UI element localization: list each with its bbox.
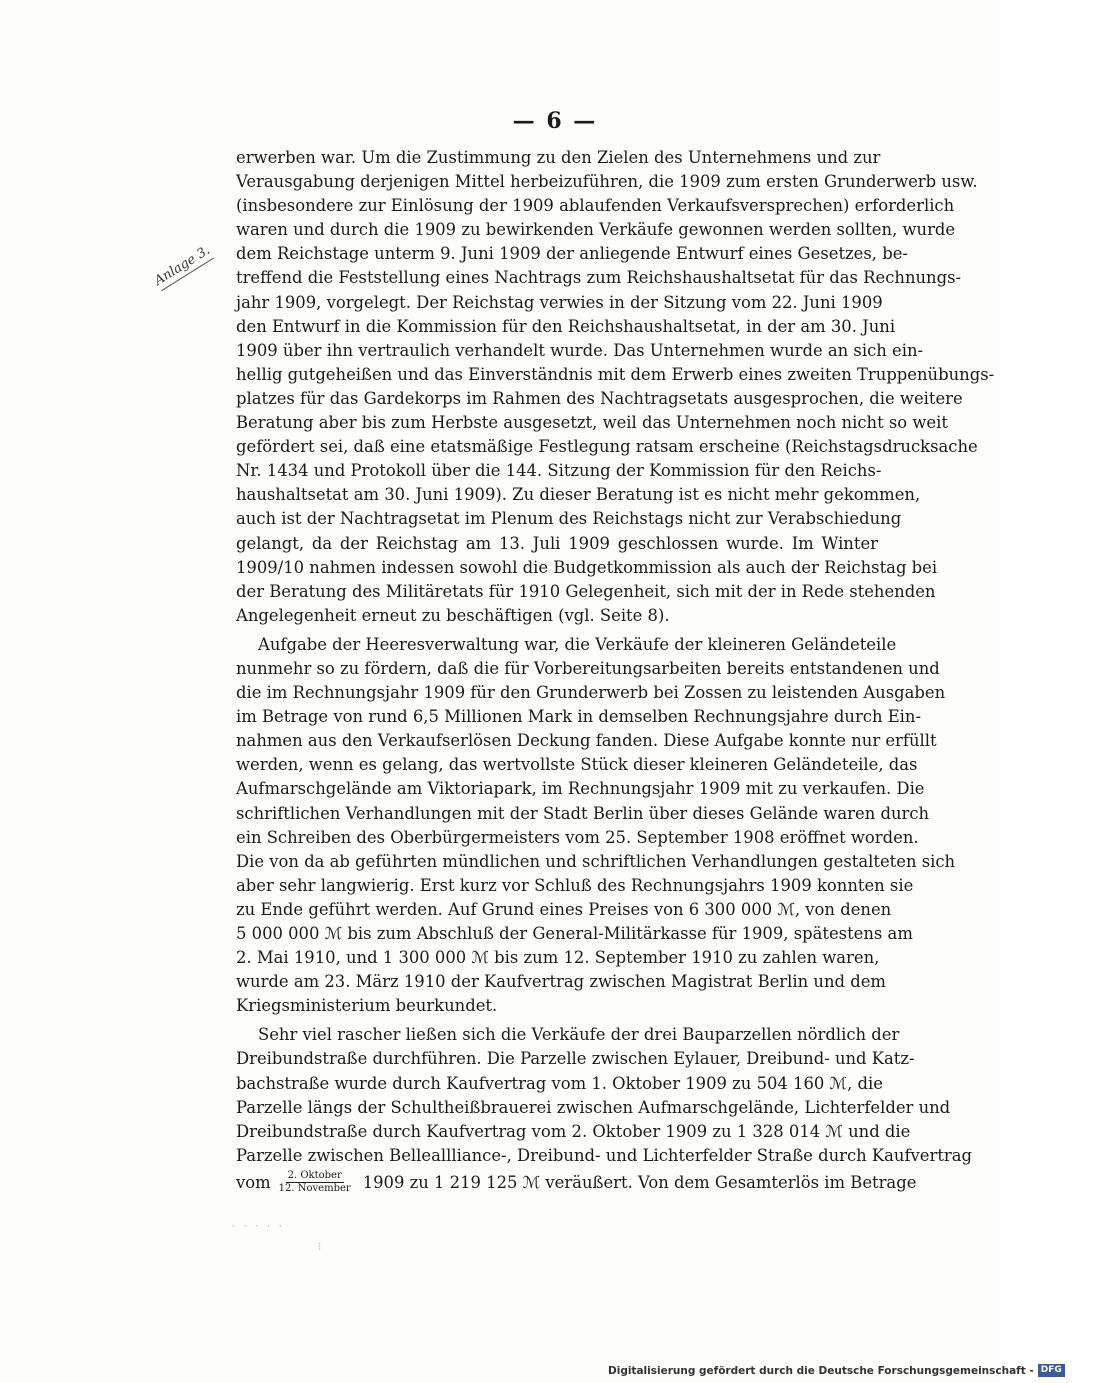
text-line: nunmehr so zu fördern, daß die für Vorbereitungsarbeiten bereits entstandenen und: [236, 658, 940, 678]
text-line: bachstraße wurde durch Kaufvertrag vom 1. Oktober 1909 zu 504 160 ℳ, die: [236, 1073, 883, 1093]
text-line: werden, wenn es gelang, das wertvollste Stück dieser kleineren Geländeteile, das: [236, 755, 918, 775]
dfg-logo: DFG: [1038, 1364, 1065, 1377]
stray-ink-marks: · · · · ·: [232, 1222, 285, 1232]
text-line: treffend die Feststellung eines Nachtrags zum Reichshaushaltsetat für das Rechnungs-: [236, 268, 962, 288]
text-line: Dreibundstraße durch Kaufvertrag vom 2. Oktober 1909 zu 1 328 014 ℳ und die: [236, 1121, 911, 1141]
paragraph: [236, 633, 956, 1019]
final-line: [236, 1168, 917, 1198]
paragraph: [236, 146, 995, 628]
text-line: zu Ende geführt werden. Auf Grund eines Preises von 6 300 000 ℳ, von denen: [236, 899, 892, 919]
paragraph: [236, 1023, 973, 1168]
text-line: Sehr viel rascher ließen sich die Verkäufe der drei Bauparzellen nördlich der: [258, 1025, 900, 1045]
text-line: Aufgabe der Heeresverwaltung war, die Verkäufe der kleineren Geländeteile: [258, 634, 897, 654]
text-line: den Entwurf in die Kommission für den Reichshaushaltsetat, in der am 30. Juni: [236, 316, 896, 336]
text-line: platzes für das Gardekorps im Rahmen des Nachtragsetats ausgesprochen, die weitere: [236, 388, 963, 408]
text-line: ein Schreiben des Oberbürgermeisters vom 25. September 1908 eröffnet worden.: [236, 827, 919, 847]
text-line: aber sehr langwierig. Erst kurz vor Schluß des Rechnungsjahrs 1909 konnten sie: [236, 875, 914, 895]
text-line: Die von da ab geführten mündlichen und schriftlichen Verhandlungen gestalteten sich: [236, 851, 956, 871]
fraction-denominator: 12. November: [278, 1183, 351, 1195]
text-line: dem Reichstage unterm 9. Juni 1909 der anliegende Entwurf eines Gesetzes, be-: [236, 244, 908, 264]
text-line: Angelegenheit erneut zu beschäftigen (vgl. Seite 8).: [236, 605, 670, 625]
final-line-suffix: 1909 zu 1 219 125 ℳ veräußert. Von dem Gesamterlös im Betrage: [362, 1172, 917, 1192]
text-line: haushaltsetat am 30. Juni 1909). Zu dieser Beratung ist es nicht mehr gekommen,: [236, 485, 921, 505]
date-fraction: [277, 1170, 353, 1195]
text-line: im Betrage von rund 6,5 Millionen Mark in demselben Rechnungsjahre durch Ein-: [236, 707, 922, 727]
text-line: waren und durch die 1909 zu bewirkenden Verkäufe gewonnen werden sollten, wurde: [236, 220, 956, 240]
text-line: Parzelle längs der Schultheißbrauerei zwischen Aufmarschgelände, Lichterfelder und: [236, 1097, 951, 1117]
text-line: Kriegsministerium beurkundet.: [236, 996, 498, 1016]
text-line: auch ist der Nachtragsetat im Plenum des Reichstags nicht zur Verabschiedung: [236, 509, 902, 529]
text-line: Beratung aber bis zum Herbste ausgesetzt, weil das Unternehmen noch nicht so weit: [236, 413, 948, 433]
body-text: [236, 146, 995, 1198]
text-line: gelangt, da der Reichstag am 13. Juli 1909 geschlossen wurde. Im Winter: [236, 533, 878, 553]
text-line: erwerben war. Um die Zustimmung zu den Zielen des Unternehmens und zur: [236, 148, 881, 167]
paragraph-container: [236, 146, 995, 1168]
text-line: 1909 über ihn vertraulich verhandelt wurde. Das Unternehmen wurde an sich ein-: [236, 340, 924, 360]
margin-note-anlage: Anlage 3.: [152, 243, 214, 291]
text-line: schriftlichen Verhandlungen mit der Stadt Berlin über dieses Gelände waren durch: [236, 803, 930, 823]
text-line: 5 000 000 ℳ bis zum Abschluß der General-Militärkasse für 1909, spätestens am: [236, 924, 913, 943]
text-line: Parzelle zwischen Belleallliance-, Dreibund- und Lichterfelder Straße durch Kaufvertrag: [236, 1145, 973, 1165]
text-line: Aufmarschgelände am Viktoriapark, im Rechnungsjahr 1909 mit zu verkaufen. Die: [236, 779, 925, 799]
text-line: 1909/10 nahmen indessen sowohl die Budgetkommission als auch der Reichstag bei: [236, 557, 938, 577]
text-line: Dreibundstraße durchführen. Die Parzelle zwischen Eylauer, Dreibund- und Katz-: [236, 1049, 915, 1069]
text-line: jahr 1909, vorgelegt. Der Reichstag verwies in der Sitzung vom 22. Juni 1909: [236, 292, 883, 312]
text-line: Nr. 1434 und Protokoll über die 144. Sitzung der Kommission für den Reichs-: [236, 461, 882, 481]
stray-ink-dot: ⁝: [318, 1242, 322, 1253]
text-line: die im Rechnungsjahr 1909 für den Grunderwerb bei Zossen zu leistenden Ausgaben: [236, 683, 946, 703]
digitization-footer: [608, 1364, 1065, 1377]
text-line: wurde am 23. März 1910 der Kaufvertrag zwischen Magistrat Berlin und dem: [236, 972, 886, 992]
fraction-numerator: 2. Oktober: [287, 1170, 342, 1182]
page-number: — 6 —: [512, 108, 598, 134]
text-line: nahmen aus den Verkaufserlösen Deckung fanden. Diese Aufgabe konnte nur erfüllt: [236, 731, 937, 751]
text-line: hellig gutgeheißen und das Einverständnis mit dem Erwerb eines zweiten Truppenübungs-: [236, 364, 995, 384]
text-line: 2. Mai 1910, und 1 300 000 ℳ bis zum 12. September 1910 zu zahlen waren,: [236, 948, 880, 968]
text-line: (insbesondere zur Einlösung der 1909 ablaufenden Verkaufsversprechen) erforderlich: [236, 196, 955, 216]
text-line: Verausgabung derjenigen Mittel herbeizuführen, die 1909 zum ersten Grunderwerb usw.: [236, 172, 978, 192]
text-line: gefördert sei, daß eine etatsmäßige Festlegung ratsam erscheine (Reichstagsdrucksache: [236, 437, 978, 457]
final-line-prefix: vom: [236, 1172, 271, 1192]
text-line: der Beratung des Militäretats für 1910 Gelegenheit, sich mit der in Rede stehenden: [236, 581, 936, 601]
footer-text: Digitalisierung gefördert durch die Deutsche Forschungsgemeinschaft -: [608, 1364, 1034, 1377]
